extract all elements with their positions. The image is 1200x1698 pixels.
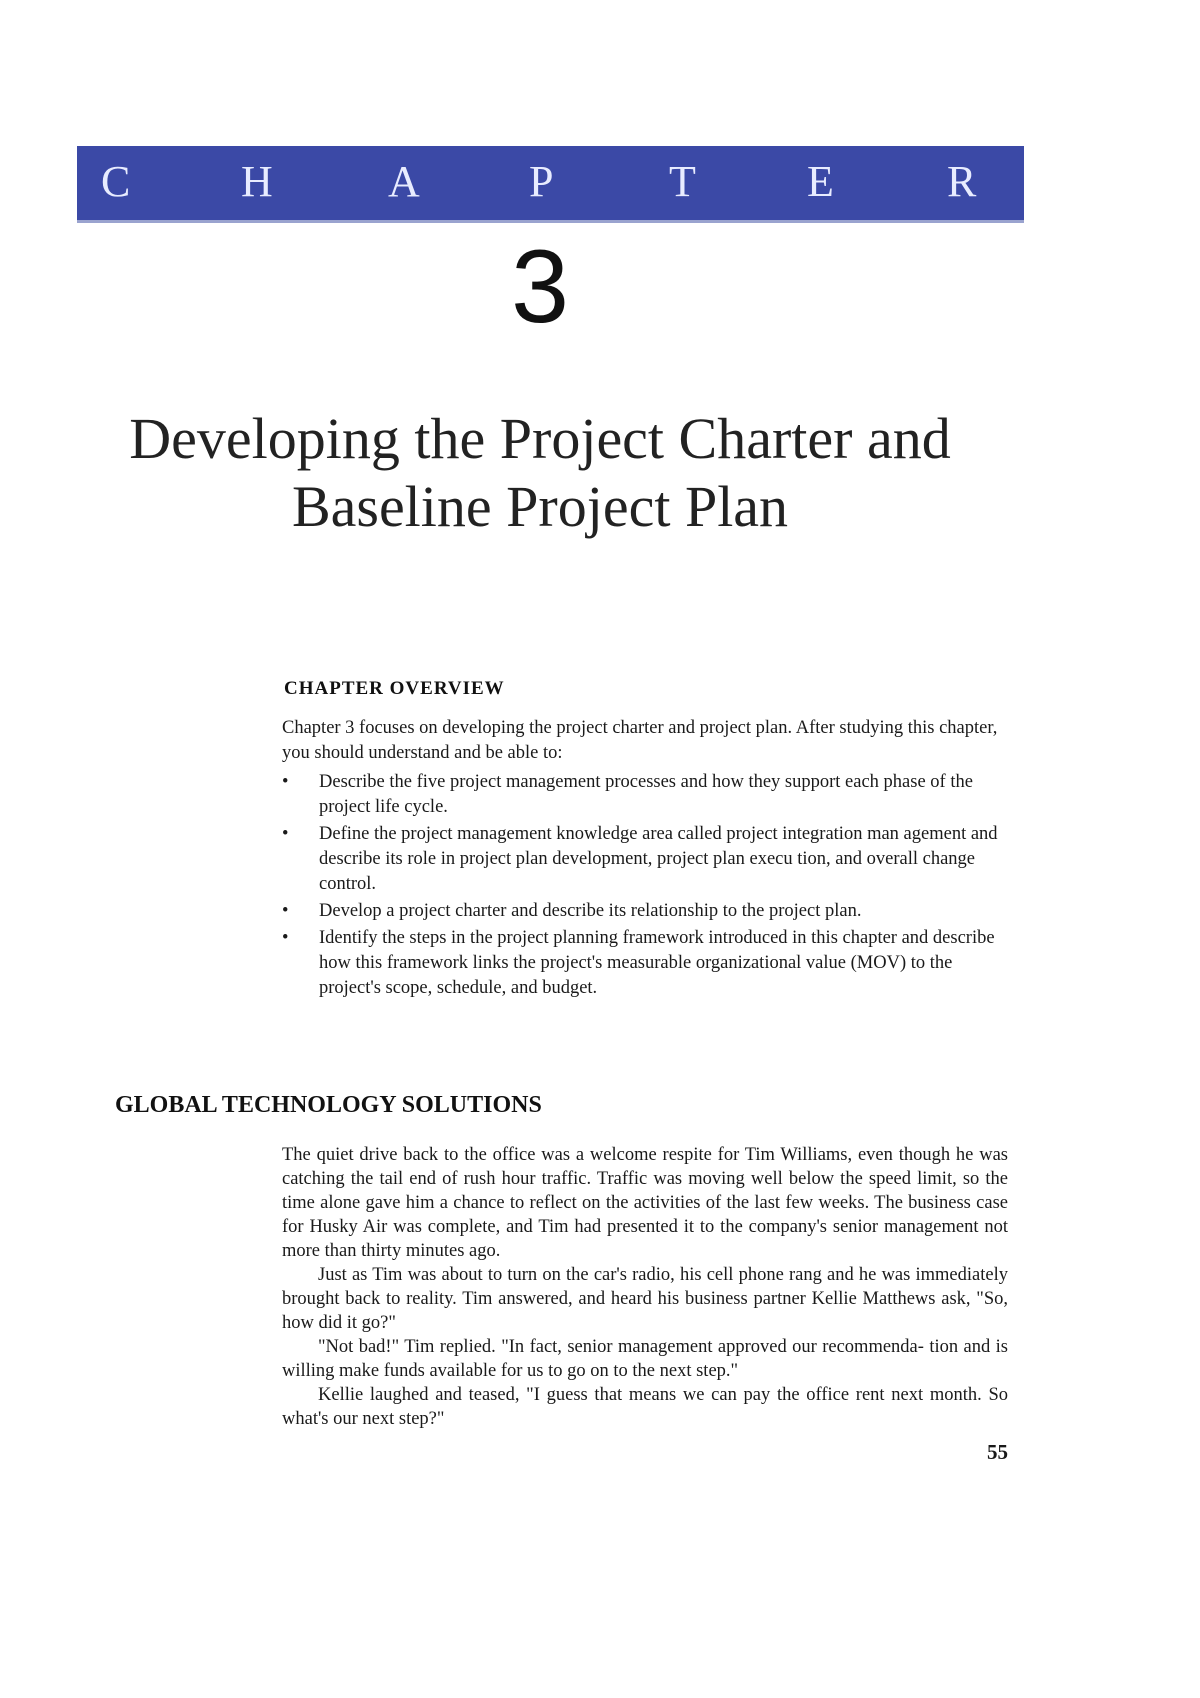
chapter-number: 3 [511,229,569,345]
chapter-title-line: Developing the Project Charter and [129,406,951,471]
overview-heading: CHAPTER OVERVIEW [284,678,505,699]
list-item-text: Identify the steps in the project planning framework introduced in this chapter and describe how this framework links the project's measurable organizational value (MOV) to the project's scope, schedule, and budget. [319,928,995,998]
banner-letter: P [529,157,554,206]
list-item [282,926,1010,1001]
paragraph: The quiet drive back to the office was a welcome respite for Tim Williams, even though he was catching the tail end of rush hour traffic. Traffic was moving well below the speed limit, so the time alone gave him a chance to reflect on the activities of the last few weeks. The business case for Husky Air was complete, and Tim had presented it to the company's senior management not more than thirty minutes ago. [282,1145,1008,1261]
list-item [282,899,1010,924]
overview-intro: Chapter 3 focuses on developing the project charter and project plan. After studying this chapter, you should understand and be able to: [282,718,998,763]
chapter-title [70,405,1010,541]
banner-letter: T [669,157,696,206]
chapter-title-line: Baseline Project Plan [291,474,789,539]
bullet-icon: • [282,928,289,948]
section-heading: GLOBAL TECHNOLOGY SOLUTIONS [115,1092,542,1118]
paragraph: Kellie laughed and teased, "I guess that means we can pay the office rent next month. So what's our next step?" [282,1385,1008,1429]
chapter-banner [77,146,1024,223]
list-item [282,770,1010,820]
banner-letter: C [101,157,131,206]
bullet-icon: • [282,772,289,792]
story-text [282,1143,1008,1431]
list-item-text: Define the project management knowledge area called project integration man agement and describe its role in project plan development, project plan execu tion, and overall change control. [319,824,998,894]
list-item [282,822,1010,897]
page-number: 55 [987,1440,1008,1464]
paragraph: "Not bad!" Tim replied. "In fact, senior management approved our recommenda- tion and is willing make funds available for us to go on to the next step." [282,1337,1008,1381]
banner-letter: A [388,157,420,206]
bullet-icon: • [282,824,289,844]
objectives-list [282,770,1010,1003]
list-item-text: Develop a project charter and describe its relationship to the project plan. [319,901,862,921]
bullet-icon: • [282,901,289,921]
banner-letter: R [947,157,977,206]
banner-letter: E [807,157,834,206]
list-item-text: Describe the five project management processes and how they support each phase of the project life cycle. [319,772,973,817]
paragraph: Just as Tim was about to turn on the car's radio, his cell phone rang and he was immediately brought back to reality. Tim answered, and heard his business partner Kellie Matthews ask, "So, how did it go?" [282,1265,1008,1333]
banner-letter: H [241,157,273,206]
